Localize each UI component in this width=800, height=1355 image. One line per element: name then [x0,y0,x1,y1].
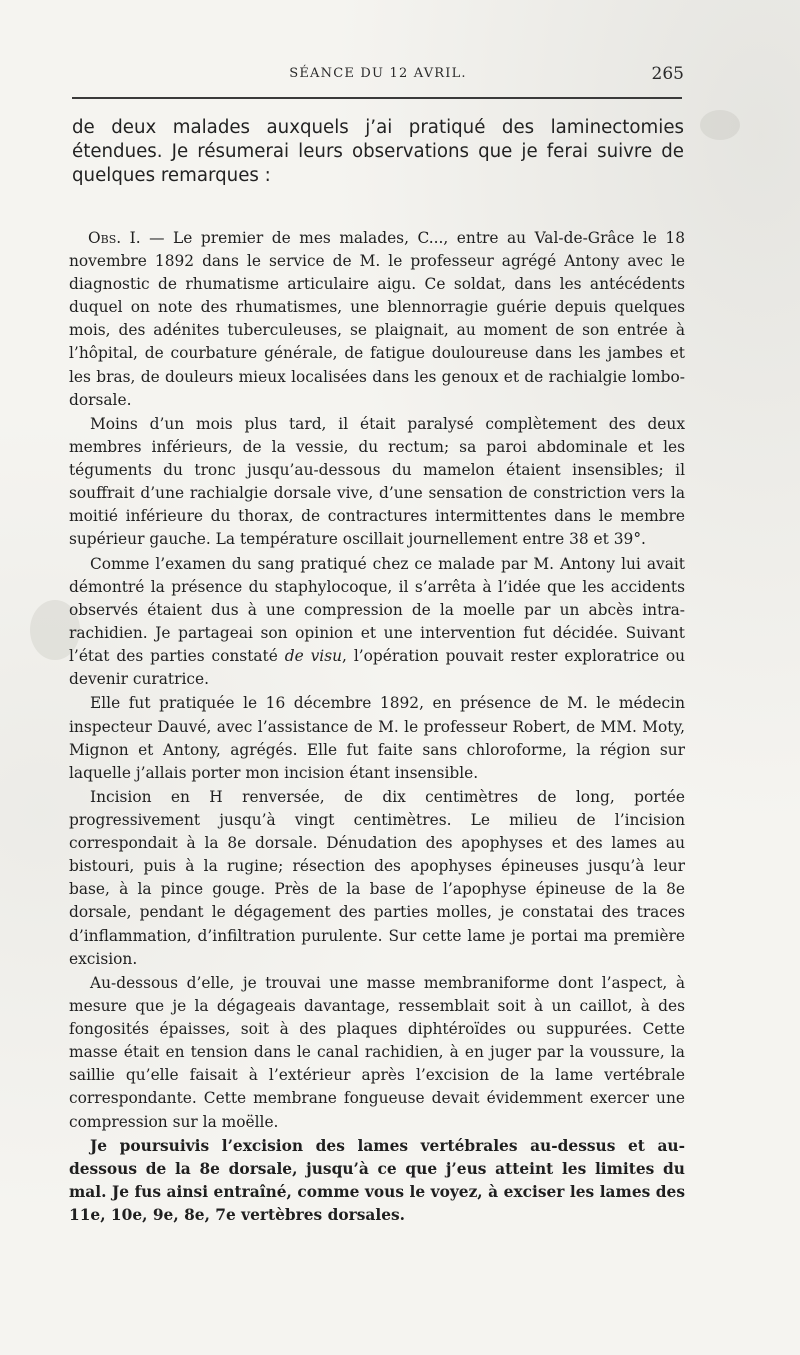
observation-text: — Le premier de mes malades, C..., entre au Val-de-Grâce le 18 novembre 1892 dans le service de M. le professeur agrégé Antony avec le diagnostic de rhumatisme articulaire aigu. Ce soldat, dans les antécédents duquel on note des rhumatismes, une blennorragie guérie depuis quelques mois, des adénites tuberculeuses, se plaignait, au moment de son entrée à l’hôpital, de courbature générale, de fatigue douloureuse dans les jambes et les bras, de douleurs mieux localisées dans les genoux et de rachialgie lombo-dorsale. [69,229,685,409]
running-title: SÉANCE DU 12 AVRIL. [289,66,467,81]
observation-text: Comme l’examen du sang pratiqué chez ce malade par M. Antony lui avait démontré la présence du staphylocoque, il s’arrêta à l’idée que les accidents observés étaient dus à une compression de la moelle par un abcès intra-rachidien. Je partageai son opinion et une intervention fut décidée. Suivant l’état des parties constaté [69,554,685,666]
observation-body [69,227,685,1228]
intro-paragraph: de deux malades auxquels j’ai pratiqué des laminectomies étendues. Je résumerai leurs observations que je ferai suivre de quelques remarques : [72,117,684,186]
latin-phrase: de visu [284,647,343,666]
observation-paragraph [69,553,685,692]
observation-paragraph: Au-dessous d’elle, je trouvai une masse membraniforme dont l’aspect, à mesure que je la dégageais davantage, ressemblait soit à un caillot, à des fongosités épaisses, soit à des plaques diphtéroïdes ou suppurées. Cette masse était en tension dans le canal rachidien, à en juger par la voussure, la saillie qu’elle faisait à l’extérieur après l’excision de la lame vertébrale correspondante. Cette membrane fongueuse devait évidemment exercer une compression sur la moëlle. [69,973,685,1131]
observation-paragraph: Je poursuivis l’excision des lames vertébrales au-dessus et au-dessous de la 8e dorsale, jusqu’à ce que j’eus atteint les limites du mal. Je fus ainsi entraîné, comme vous le voyez, à exciser les lames des 11e, 10e, 9e, 8e, 7e vertèbres dorsales. [69,1136,685,1225]
paper-stain [700,110,740,140]
observation-label: Obs. I. [88,229,141,247]
observation-paragraph [69,227,685,412]
running-head [72,66,684,90]
header-rule [72,97,682,99]
observation-text: , l’opération pouvait rester exploratrice ou devenir curatrice. [69,647,685,689]
page-number: 265 [651,64,684,84]
observation-paragraph: Elle fut pratiquée le 16 décembre 1892, en présence de M. le médecin inspecteur Dauvé, avec l’assistance de M. le professeur Robert, de MM. Moty, Mignon et Antony, agrégés. Elle fut faite sans chloroforme, la région sur laquelle j’allais porter mon incision étant insensible. [69,694,685,782]
observation-paragraph: Moins d’un mois plus tard, il était paralysé complètement des deux membres inférieurs, de la vessie, du rectum; sa paroi abdominale et les téguments du tronc jusqu’au-dessous du mamelon étaient insensibles; il souffrait d’une rachialgie dorsale vive, d’une sensation de constriction vers la moitié inférieure du thorax, de contractures intermittentes dans le membre supérieur gauche. La température oscillait journellement entre 38 et 39°. [69,414,685,549]
observation-paragraph: Incision en H renversée, de dix centimètres de long, portée progressivement jusqu’à vingt centimètres. Le milieu de l’incision correspondait à la 8e dorsale. Dénudation des apophyses et des lames au bistouri, puis à la rugine; résection des apophyses épineuses jusqu’à leur base, à la pince gouge. Près de la base de l’apophyse épineuse de la 8e dorsale, pendant le dégagement des parties molles, je constatai des traces d’inflammation, d’infiltration purulente. Sur cette lame je portai ma première excision. [69,788,685,968]
